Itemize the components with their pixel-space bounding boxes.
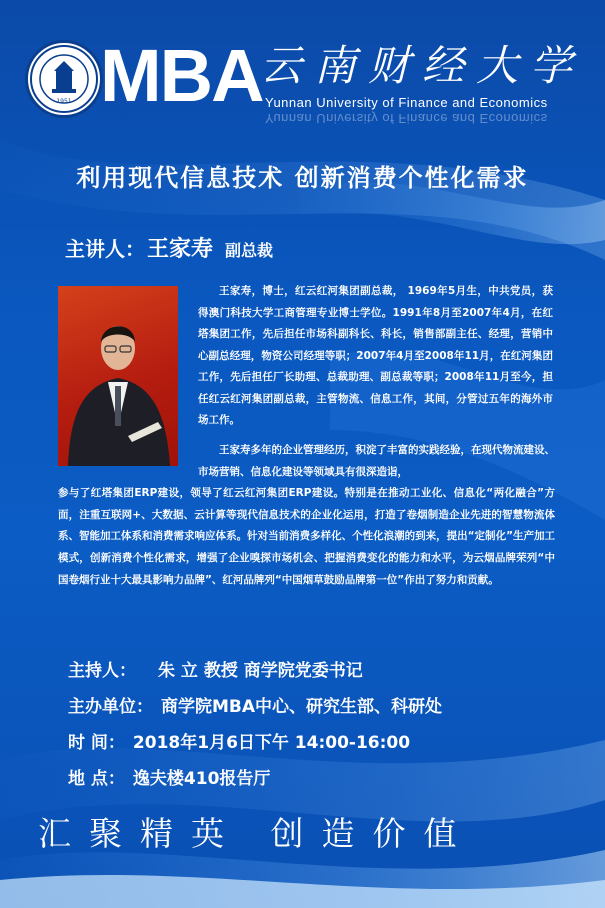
time-label: 时 间： — [68, 733, 125, 753]
university-name-cn: 云南财经大学 — [260, 41, 585, 90]
speaker-line — [65, 232, 273, 263]
emblem-year: 1951 — [56, 98, 72, 105]
lecture-title: 利用现代信息技术 创新消费个性化需求 — [76, 164, 529, 192]
speaker-bio-paragraph-2 — [58, 440, 555, 591]
place-value: 逸夫楼410报告厅 — [132, 769, 271, 789]
host-line — [68, 656, 363, 681]
slogan: 汇聚精英 创造价值 — [38, 814, 475, 853]
host-label: 主持人： — [68, 661, 136, 681]
speaker-role: 副总裁 — [225, 241, 274, 260]
bio-paragraph-2-lead: 王家寿多年的企业管理经历，积淀了丰富的实践经验，在现代物流建设、市场营销、信息化建设等领域具有很深造诣， — [198, 444, 555, 478]
speaker-name: 王家寿 — [147, 237, 214, 262]
university-name-en-reflection: Yunnan University of Finance and Economics — [265, 111, 548, 126]
speaker-bio-paragraph-1: 王家寿，博士，红云红河集团副总裁， 1969年5月生，中共党员，获得澳门科技大学工商管理专业博士学位。1991年8月至2007年4月，在红塔集团工作，先后担任市场科副科长、科长，销售部副主任、经理，营销中心副总经理，物资公司经理等职；2007年4月至2008年11月，在红河集团工作，先后担任厂长助理、总裁助理、副总裁等职；2008年11月至今，担任红云红河集团副总裁，主管物流、信息工作，其间，分管过五年的海外市场工作。 — [198, 285, 553, 426]
bio-paragraph-2-rest: 参与了红塔集团ERP建设，领导了红云红河集团ERP建设。特别是在推动工业化、信息化“两化融合”方面，注重互联网+、大数据、云计算等现代信息技术的企业化运用，打造了卷烟制造企业先进的智慧物流体系、智能加工体系和消费需求响应体系。针对当前消费多样化、个性化浪潮的到来，提出“定制化”生产加工模式，创新消费个性化需求，增强了企业嗅探市场机会、把握消费变化的能力和水平，为云烟品牌荣列“中国卷烟行业十大最具影响力品牌”、红河品牌列“中国烟草鼓励品牌第一位”作出了努力和贡献。 — [58, 487, 555, 586]
organizer-value: 商学院MBA中心、研究生部、科研处 — [161, 697, 443, 717]
speaker-photo — [58, 286, 178, 466]
time-value: 2018年1月6日下午 14:00-16:00 — [132, 733, 411, 753]
place-line — [68, 764, 270, 789]
organizer-label: 主办单位： — [68, 697, 153, 717]
university-emblem — [25, 40, 103, 118]
time-line — [68, 728, 410, 753]
host-value: 朱 立 教授 商学院党委书记 — [158, 661, 363, 681]
university-name-en: Yunnan University of Finance and Economics — [265, 95, 548, 110]
organizer-line — [68, 692, 442, 717]
speaker-label: 主讲人： — [65, 237, 145, 261]
mba-logo: MBA — [100, 34, 263, 117]
place-label: 地 点： — [68, 769, 125, 789]
emblem-icon — [28, 43, 100, 115]
